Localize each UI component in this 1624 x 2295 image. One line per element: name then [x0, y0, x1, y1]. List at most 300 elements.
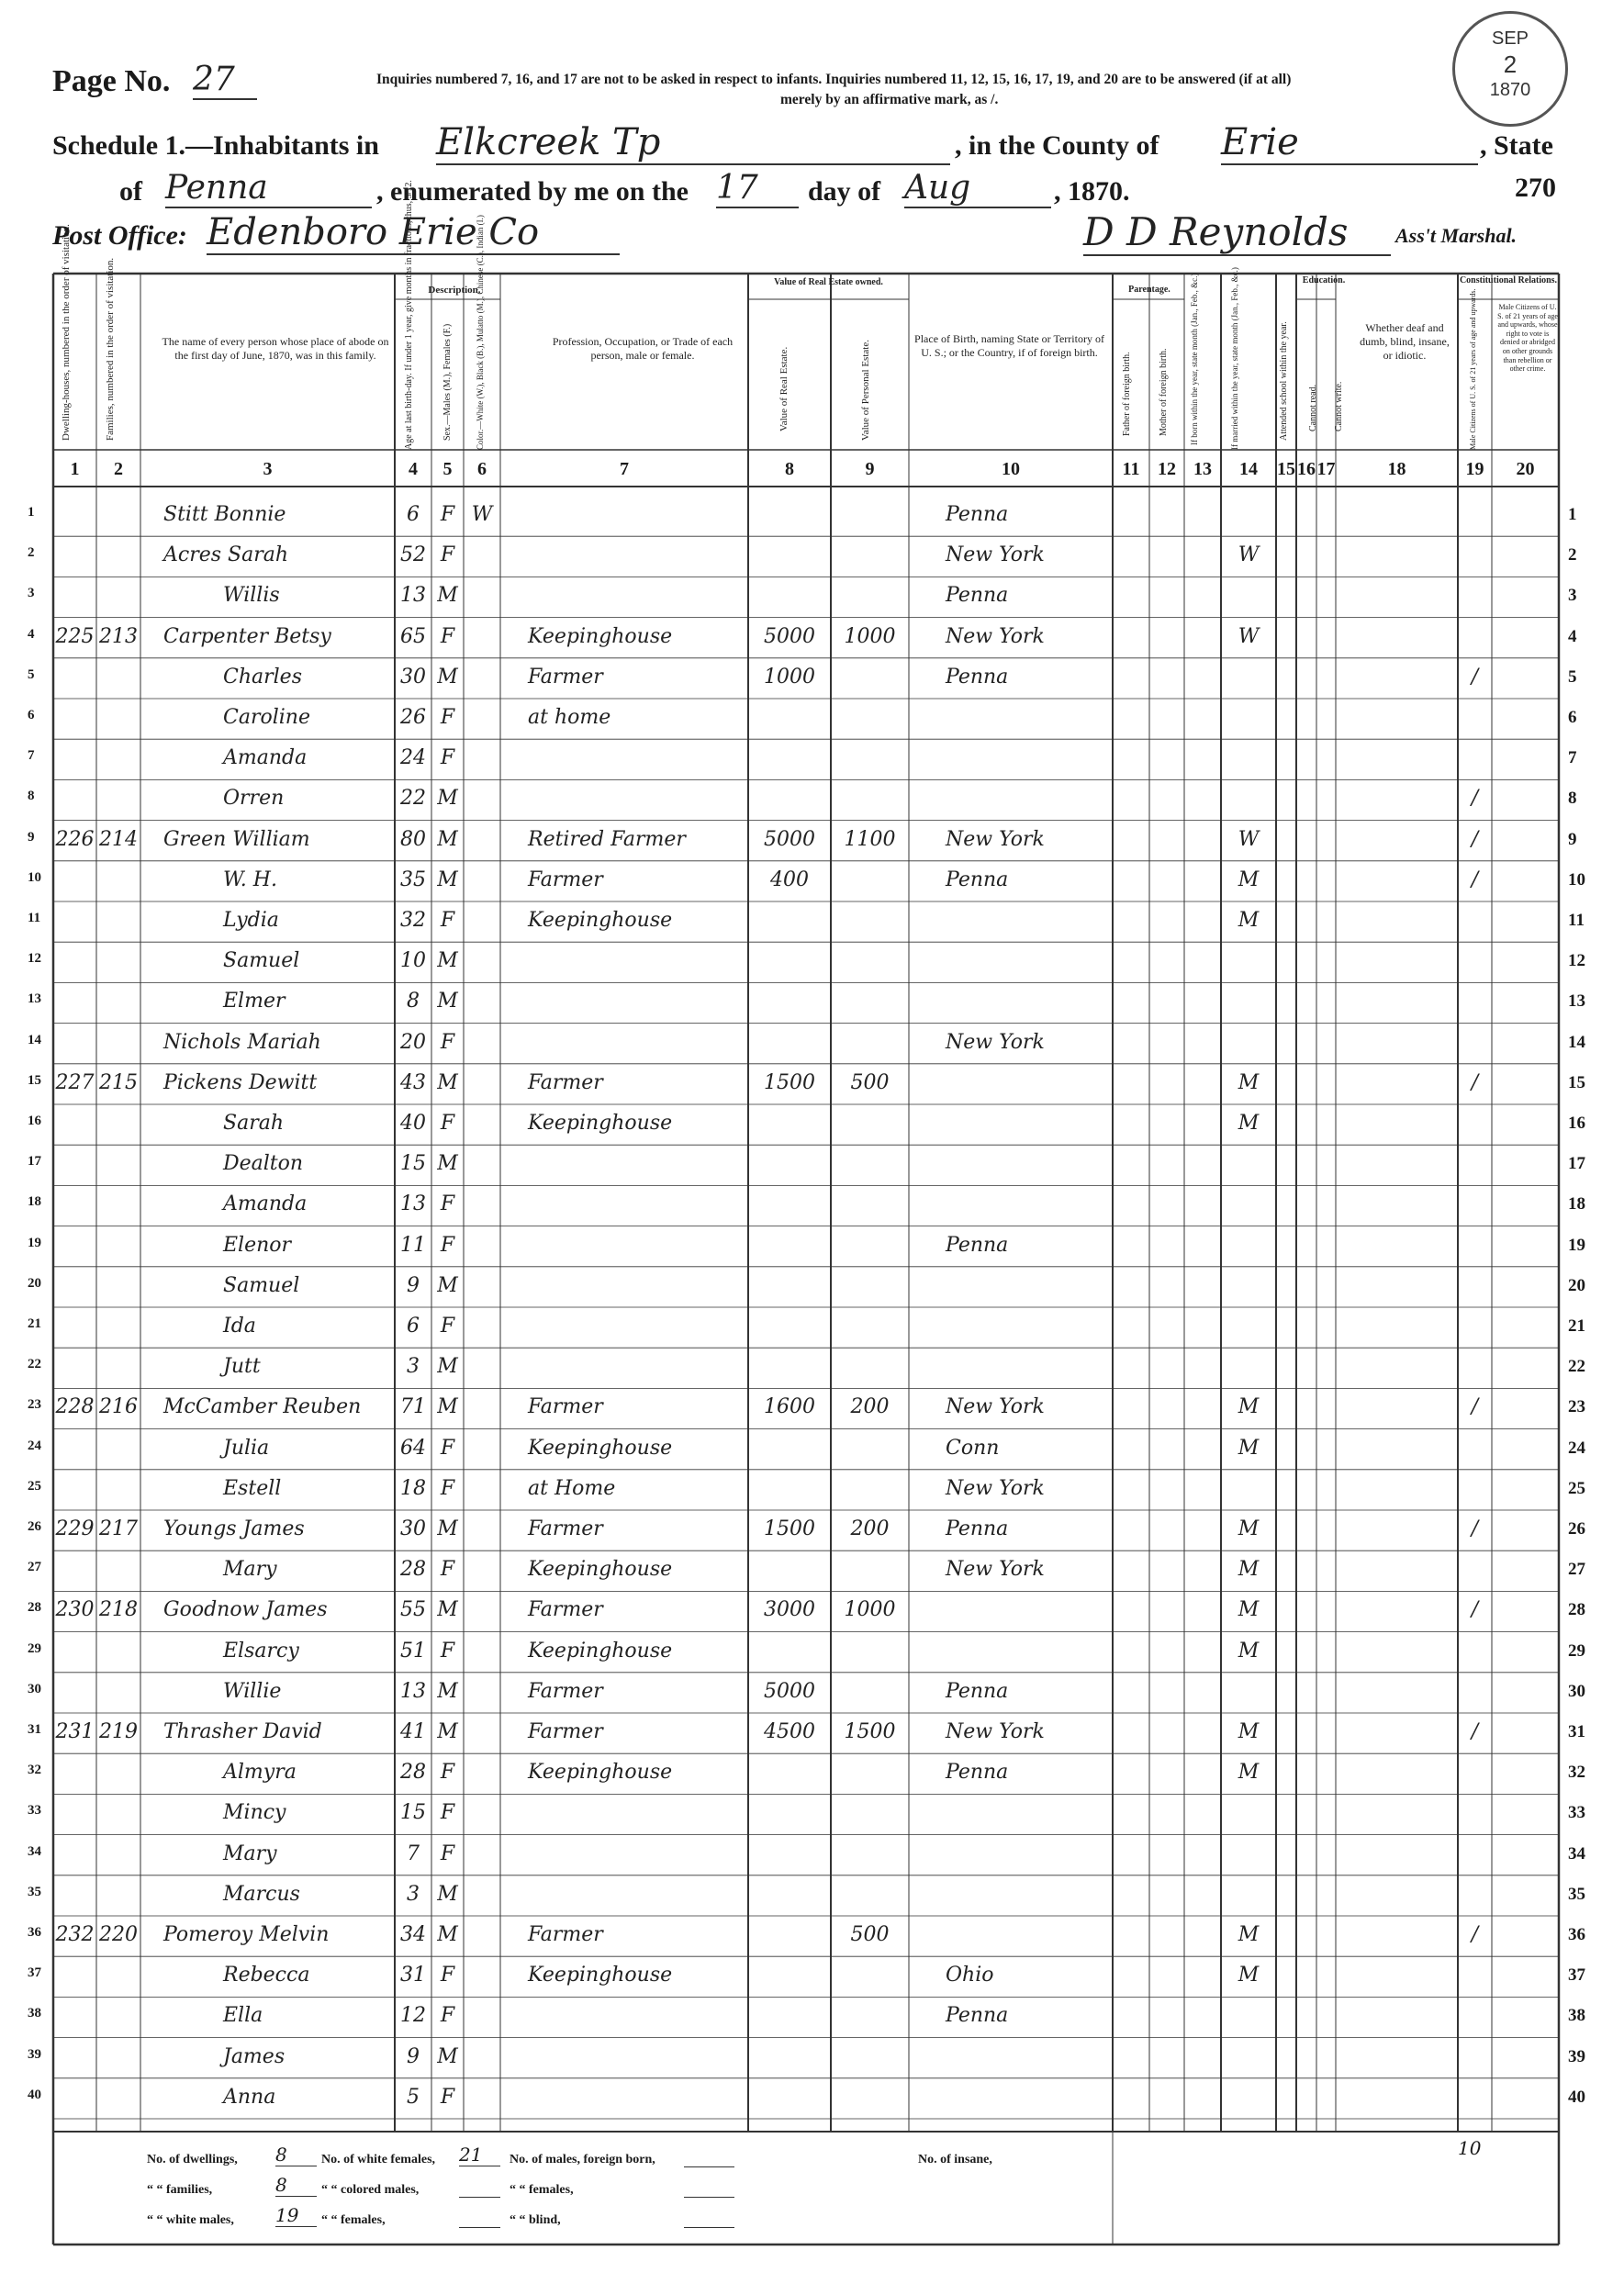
occupation: Farmer	[528, 1598, 603, 1622]
state-label: , State	[1480, 130, 1553, 161]
row-number-right: 17	[1568, 1154, 1585, 1174]
age: 9	[407, 2044, 420, 2068]
person-name: Elsarcy	[223, 1639, 299, 1662]
sex: F	[440, 706, 455, 729]
value-group-header: Value of Real Estate owned.	[774, 277, 883, 287]
row-number-left: 14	[28, 1032, 41, 1047]
person-name: James	[223, 2044, 286, 2068]
personal-estate-value: 1500	[844, 1720, 896, 1743]
column-number: 20	[1516, 459, 1535, 479]
marshal-label: Ass't Marshal.	[1395, 224, 1518, 247]
birthplace: Penna	[946, 1679, 1009, 1703]
real-estate-value: 5000	[764, 1679, 815, 1703]
sheet-number: 270	[1515, 173, 1556, 203]
person-name: McCamber Reuben	[163, 1395, 362, 1419]
row-number-right: 32	[1568, 1763, 1585, 1783]
row-number-right: 4	[1568, 626, 1577, 646]
married-col: M	[1238, 1395, 1260, 1419]
families-label: “ “ families,	[147, 2183, 213, 2197]
sex: F	[440, 1964, 455, 1987]
row-number-left: 35	[28, 1884, 41, 1899]
occupation: Keepinghouse	[528, 1639, 673, 1662]
age: 10	[400, 949, 426, 973]
year-label: , 1870.	[1054, 176, 1130, 207]
occupation: at Home	[528, 1476, 616, 1500]
row-number-left: 15	[28, 1072, 41, 1088]
marshal-signature: D D Reynolds	[1083, 209, 1391, 256]
sex: M	[437, 1923, 458, 1946]
state-field: Penna	[165, 169, 372, 208]
column-number: 18	[1387, 459, 1406, 479]
col-10-header: Place of Birth, naming State or Territory of U. S.; or the Country, if of foreign birth.	[914, 332, 1104, 359]
birthplace: New York	[946, 624, 1045, 648]
day-field: 17	[716, 169, 799, 208]
birthplace: New York	[946, 1558, 1045, 1582]
age: 22	[400, 787, 426, 811]
row-number-left: 36	[28, 1925, 41, 1940]
row-number-left: 3	[28, 586, 35, 601]
age: 7	[407, 1842, 420, 1865]
row-number-left: 30	[28, 1681, 41, 1696]
birthplace: New York	[946, 1395, 1045, 1419]
married-col: M	[1238, 1761, 1260, 1785]
sex: M	[437, 990, 458, 1013]
row-number-left: 37	[28, 1965, 41, 1981]
age: 8	[407, 990, 420, 1013]
family-number: 214	[99, 827, 138, 851]
post-office-field: Edenboro Erie Co	[207, 211, 620, 255]
sex: M	[437, 1598, 458, 1622]
age: 13	[400, 584, 426, 608]
white-males-label: “ “ white males,	[147, 2213, 234, 2227]
row-number-right: 31	[1568, 1722, 1585, 1741]
col-6-header: Color.—White (W.), Black (B.), Mulatto (M.), Chinese (C.), Indian (I.)	[476, 215, 485, 450]
column-number: 19	[1465, 459, 1484, 479]
age: 18	[400, 1476, 426, 1500]
row-number-right: 35	[1568, 1884, 1585, 1904]
row-number-left: 7	[28, 748, 35, 764]
column-number: 15	[1277, 459, 1295, 479]
person-name: Almyra	[223, 1761, 297, 1785]
family-number: 220	[99, 1923, 138, 1946]
males-foreign-label: No. of males, foreign born,	[510, 2153, 655, 2166]
row-number-left: 21	[28, 1316, 41, 1331]
colored-females-label: “ “ females,	[321, 2213, 386, 2227]
dwelling-number: 228	[55, 1395, 95, 1419]
sex: F	[440, 1761, 455, 1785]
person-name: Youngs James	[163, 1517, 305, 1540]
occupation: Keepinghouse	[528, 1558, 673, 1582]
row-number-right: 11	[1568, 911, 1585, 930]
column-number: 5	[442, 459, 453, 479]
person-name: Willis	[223, 584, 280, 608]
real-estate-value: 5000	[764, 827, 815, 851]
row-number-right: 5	[1568, 666, 1577, 687]
person-name: Ida	[223, 1315, 256, 1338]
col-13-header: If born within the year, state month (Jan., Feb., &c.)	[1190, 273, 1199, 445]
age: 5	[407, 2085, 420, 2109]
sex: M	[437, 827, 458, 851]
row-number-left: 22	[28, 1357, 41, 1372]
inquiries-note-2: merely by an affirmative mark, as /.	[780, 92, 999, 107]
birthplace: Penna	[946, 1233, 1009, 1257]
row-number-right: 10	[1568, 869, 1585, 890]
row-number-right: 28	[1568, 1600, 1585, 1620]
person-name: Samuel	[223, 1273, 300, 1297]
day-of-label: day of	[808, 176, 881, 207]
person-name: Dealton	[223, 1152, 304, 1176]
age: 26	[400, 706, 426, 729]
person-name: Green William	[163, 827, 310, 851]
person-name: Ella	[223, 2004, 263, 2028]
occupation: Farmer	[528, 1395, 603, 1419]
sex: F	[440, 503, 455, 526]
person-name: Nichols Mariah	[163, 1030, 321, 1054]
row-number-right: 30	[1568, 1681, 1585, 1701]
row-number-right: 3	[1568, 586, 1577, 606]
column-number: 3	[263, 459, 273, 479]
married-col: M	[1238, 1112, 1260, 1135]
person-name: Elenor	[223, 1233, 292, 1257]
occupation: Retired Farmer	[528, 827, 686, 851]
sex: M	[437, 868, 458, 891]
row-number-right: 39	[1568, 2046, 1585, 2066]
person-name: Thrasher David	[163, 1720, 322, 1743]
married-col: M	[1238, 868, 1260, 891]
person-name: Acres Sarah	[163, 543, 289, 567]
sex: F	[440, 1801, 455, 1825]
sex: F	[440, 1112, 455, 1135]
person-name: Mary	[223, 1558, 277, 1582]
column-number: 12	[1158, 459, 1176, 479]
families-count: 8	[275, 2174, 317, 2197]
row-number-right: 26	[1568, 1519, 1585, 1539]
sex: F	[440, 909, 455, 932]
occupation: Keepinghouse	[528, 1112, 673, 1135]
row-number-right: 14	[1568, 1032, 1585, 1052]
dwelling-number: 227	[55, 1070, 95, 1094]
sex: F	[440, 1476, 455, 1500]
row-number-right: 25	[1568, 1478, 1585, 1498]
age: 6	[407, 1315, 420, 1338]
inquiries-note: Inquiries numbered 7, 16, and 17 are not to be asked in respect to infants. Inquiries numbered 11, 12, 15, 16, 17, 19, and 20 are to be answered (if at all)	[376, 72, 1292, 87]
family-number: 217	[99, 1517, 138, 1540]
dwelling-number: 230	[55, 1598, 95, 1622]
col-8-header: Value of Real Estate.	[778, 346, 790, 431]
column-number: 16	[1297, 459, 1316, 479]
column-number: 4	[409, 459, 418, 479]
sex: F	[440, 2004, 455, 2028]
real-estate-value: 1600	[764, 1395, 815, 1419]
birthplace: Penna	[946, 665, 1009, 688]
row-number-right: 23	[1568, 1397, 1585, 1417]
row-number-right: 18	[1568, 1194, 1585, 1215]
occupation: Keepinghouse	[528, 909, 673, 932]
row-number-left: 9	[28, 829, 35, 845]
row-number-right: 22	[1568, 1357, 1585, 1377]
age: 30	[400, 1517, 426, 1540]
real-estate-value: 400	[770, 868, 809, 891]
stamp-day: 2	[1503, 50, 1518, 78]
married-col: M	[1238, 1517, 1260, 1540]
birthplace: New York	[946, 1030, 1045, 1054]
row-number-left: 23	[28, 1397, 41, 1413]
row-number-right: 8	[1568, 789, 1577, 809]
column-number: 10	[1002, 459, 1020, 479]
person-name: Pomeroy Melvin	[163, 1923, 330, 1946]
real-estate-value: 3000	[764, 1598, 815, 1622]
column-number: 6	[477, 459, 487, 479]
row-number-right: 9	[1568, 829, 1577, 849]
sex: F	[440, 1233, 455, 1257]
row-number-left: 4	[28, 626, 35, 642]
married-col: M	[1238, 1558, 1260, 1582]
row-number-left: 38	[28, 2006, 41, 2021]
dwelling-number: 232	[55, 1923, 95, 1946]
row-number-left: 33	[28, 1803, 41, 1819]
sex: F	[440, 543, 455, 567]
row-number-right: 1	[1568, 505, 1577, 524]
person-name: Goodnow James	[163, 1598, 328, 1622]
citizen-mark: /	[1471, 1720, 1479, 1743]
citizen-mark: /	[1471, 787, 1479, 811]
stamp-month: SEP	[1491, 28, 1529, 49]
occupation: Farmer	[528, 1517, 603, 1540]
row-number-left: 29	[28, 1640, 41, 1656]
foreign-females-label: “ “ females,	[510, 2183, 574, 2197]
col-18-header: Whether deaf and dumb, blind, insane, or idiotic.	[1360, 321, 1450, 362]
sex: F	[440, 624, 455, 648]
age: 3	[407, 1355, 420, 1379]
age: 41	[400, 1720, 426, 1743]
blind-label: “ “ blind,	[510, 2213, 561, 2227]
row-number-left: 19	[28, 1235, 41, 1250]
age: 13	[400, 1192, 426, 1216]
person-name: Mincy	[223, 1801, 286, 1825]
sex: F	[440, 1192, 455, 1216]
age: 43	[400, 1070, 426, 1094]
occupation: Farmer	[528, 1679, 603, 1703]
age: 28	[400, 1558, 426, 1582]
schedule-label: Schedule 1.—Inhabitants in	[52, 130, 379, 161]
citizen-mark: /	[1471, 665, 1479, 688]
married-col: M	[1238, 1070, 1260, 1094]
married-col: W	[1238, 827, 1260, 851]
row-number-left: 31	[28, 1722, 41, 1737]
row-number-left: 5	[28, 666, 35, 682]
column-number: 9	[865, 459, 875, 479]
person-name: Rebecca	[223, 1964, 310, 1987]
sex: F	[440, 1558, 455, 1582]
row-number-left: 40	[28, 2087, 41, 2102]
dwelling-number: 225	[55, 624, 95, 648]
row-number-left: 18	[28, 1194, 41, 1210]
occupation: Farmer	[528, 868, 603, 891]
birthplace: Penna	[946, 868, 1009, 891]
county-field: Erie	[1221, 121, 1478, 165]
page-number: 27	[193, 61, 257, 100]
person-name: Carpenter Betsy	[163, 624, 331, 648]
dwelling-number: 231	[55, 1720, 95, 1743]
birthplace: Penna	[946, 2004, 1009, 2028]
real-estate-value: 4500	[764, 1720, 815, 1743]
real-estate-value: 5000	[764, 624, 815, 648]
row-number-right: 21	[1568, 1316, 1585, 1336]
row-number-right: 37	[1568, 1965, 1585, 1986]
col-2-header: Families, numbered in the order of visitation.	[105, 257, 116, 441]
married-col: W	[1238, 624, 1260, 648]
age: 15	[400, 1152, 426, 1176]
age: 3	[407, 1882, 420, 1906]
birthplace: New York	[946, 1720, 1045, 1743]
married-col: M	[1238, 1720, 1260, 1743]
constitutional-header: Constitutional Relations.	[1459, 275, 1558, 285]
row-number-right: 24	[1568, 1438, 1585, 1458]
age: 11	[400, 1233, 426, 1257]
occupation: Keepinghouse	[528, 1436, 673, 1460]
sex: F	[440, 2085, 455, 2109]
row-number-left: 27	[28, 1560, 41, 1575]
colored-males-label: “ “ colored males,	[321, 2183, 420, 2197]
citizens-total: 10	[1458, 2137, 1482, 2159]
sex: M	[437, 949, 458, 973]
col-3-header: The name of every person whose place of abode on the first day of June, 1870, was in this family.	[162, 335, 389, 362]
age: 35	[400, 868, 426, 891]
row-number-left: 2	[28, 545, 35, 561]
column-number: 1	[70, 459, 80, 479]
row-number-left: 26	[28, 1519, 41, 1534]
citizen-mark: /	[1471, 1923, 1479, 1946]
person-name: Caroline	[223, 706, 310, 729]
birthplace: Conn	[946, 1436, 1000, 1460]
colored-males-blank	[459, 2197, 500, 2198]
personal-estate-value: 500	[850, 1070, 890, 1094]
person-name: W. H.	[223, 868, 277, 891]
person-name: Samuel	[223, 949, 300, 973]
of-label: of	[119, 176, 142, 207]
row-number-right: 27	[1568, 1560, 1585, 1580]
month-field: Aug	[904, 169, 1051, 208]
row-number-right: 15	[1568, 1072, 1585, 1092]
col-19-header: Male Citizens of U. S. of 21 years of age and upwards.	[1469, 288, 1477, 450]
sex: F	[440, 1030, 455, 1054]
person-name: Julia	[223, 1436, 270, 1460]
sex: M	[437, 1720, 458, 1743]
row-number-left: 24	[28, 1438, 41, 1453]
married-col: M	[1238, 1436, 1260, 1460]
column-number: 11	[1122, 459, 1140, 479]
sex: F	[440, 1639, 455, 1662]
person-name: Anna	[223, 2085, 276, 2109]
col-7-header: Profession, Occupation, or Trade of each person, male or female.	[552, 335, 734, 362]
family-number: 215	[99, 1070, 138, 1094]
row-number-left: 32	[28, 1763, 41, 1778]
row-number-right: 38	[1568, 2006, 1585, 2026]
person-name: Elmer	[223, 990, 286, 1013]
real-estate-value: 1500	[764, 1517, 815, 1540]
foreign-females-blank	[684, 2197, 734, 2198]
row-number-left: 11	[28, 911, 41, 925]
blind-blank	[684, 2227, 734, 2228]
sex: M	[437, 584, 458, 608]
row-number-left: 13	[28, 991, 41, 1007]
column-number: 14	[1239, 459, 1258, 479]
age: 71	[400, 1395, 426, 1419]
birthplace: New York	[946, 543, 1045, 567]
col-9-header: Value of Personal Estate.	[860, 340, 871, 441]
age: 64	[400, 1436, 426, 1460]
sex: M	[437, 1679, 458, 1703]
citizen-mark: /	[1471, 868, 1479, 891]
age: 24	[400, 746, 426, 770]
age: 13	[400, 1679, 426, 1703]
sex: F	[440, 746, 455, 770]
person-name: Marcus	[223, 1882, 300, 1906]
township-field: Elkcreek Tp	[436, 121, 950, 165]
person-name: Lydia	[223, 909, 279, 932]
citizen-mark: /	[1471, 1395, 1479, 1419]
age: 52	[400, 543, 426, 567]
row-number-left: 8	[28, 789, 35, 804]
person-name: Charles	[223, 665, 302, 688]
married-col: M	[1238, 909, 1260, 932]
stamp-year: 1870	[1489, 80, 1531, 100]
age: 20	[400, 1030, 426, 1054]
row-number-left: 39	[28, 2046, 41, 2062]
married-col: M	[1238, 1964, 1260, 1987]
personal-estate-value: 200	[850, 1395, 890, 1419]
personal-estate-value: 1000	[844, 624, 896, 648]
sex: F	[440, 1436, 455, 1460]
row-number-left: 12	[28, 951, 41, 967]
occupation: Keepinghouse	[528, 624, 673, 648]
sex: M	[437, 665, 458, 688]
sex: M	[437, 1882, 458, 1906]
occupation: Farmer	[528, 1923, 603, 1946]
column-number: 17	[1316, 459, 1336, 479]
row-number-right: 7	[1568, 748, 1577, 768]
col-5-header: Sex.—Males (M.), Females (F.)	[442, 323, 453, 441]
birthplace: Penna	[946, 1761, 1009, 1785]
citizen-mark: /	[1471, 827, 1479, 851]
sex: M	[437, 1517, 458, 1540]
row-number-left: 10	[28, 869, 41, 885]
sex: M	[437, 1395, 458, 1419]
row-number-left: 16	[28, 1114, 41, 1128]
row-number-right: 20	[1568, 1275, 1585, 1295]
occupation: Farmer	[528, 665, 603, 688]
white-females-count: 21	[459, 2144, 500, 2166]
col-1-header: Dwelling-houses, numbered in the order of visitation.	[61, 224, 72, 441]
sex: F	[440, 1842, 455, 1865]
dwellings-label: No. of dwellings,	[147, 2153, 238, 2166]
age: 65	[400, 624, 426, 648]
married-col: M	[1238, 1598, 1260, 1622]
person-name: Sarah	[223, 1112, 284, 1135]
person-name: Jutt	[223, 1355, 261, 1379]
row-number-left: 1	[28, 505, 35, 520]
white-males-count: 19	[275, 2204, 317, 2227]
row-number-right: 40	[1568, 2087, 1585, 2107]
person-name: Amanda	[223, 746, 308, 770]
sex: M	[437, 2044, 458, 2068]
citizen-mark: /	[1471, 1070, 1479, 1094]
married-col: M	[1238, 1639, 1260, 1662]
sex: M	[437, 1070, 458, 1094]
age: 51	[400, 1639, 426, 1662]
person-name: Orren	[223, 787, 285, 811]
person-name: Stitt Bonnie	[163, 503, 286, 526]
